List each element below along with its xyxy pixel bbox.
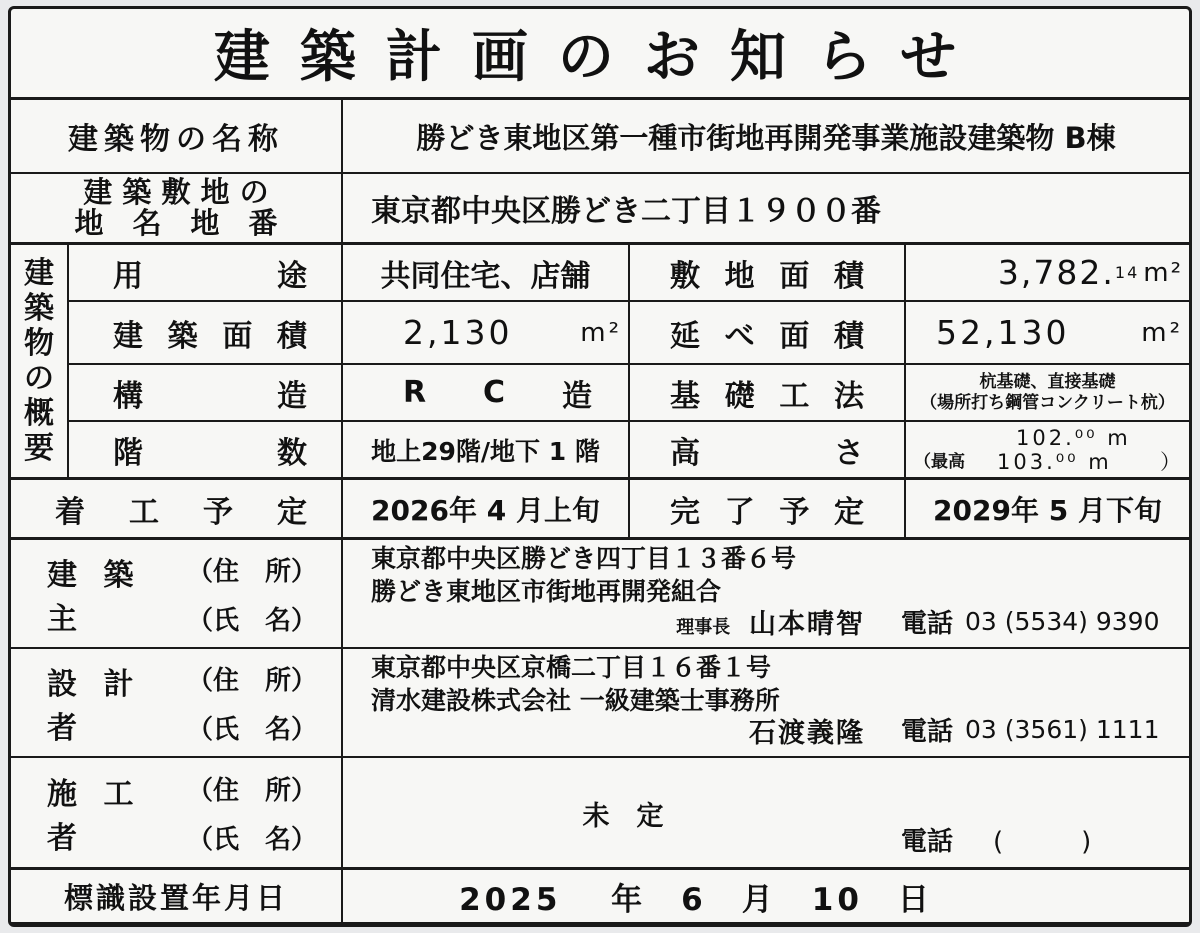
designer-label: 設 計 者 bbox=[47, 666, 142, 746]
designer-details bbox=[371, 651, 871, 756]
site-address-label-line1: 建 築 敷 地 の bbox=[83, 175, 269, 209]
foundation-label-char: 工 bbox=[779, 378, 810, 414]
finish-label-char: 定 bbox=[833, 494, 864, 530]
foundation-value bbox=[906, 365, 1189, 420]
owner-label: 建 築 主 bbox=[47, 557, 142, 637]
structure-label-char: 造 bbox=[277, 378, 307, 414]
floor-area-label-char: 積 bbox=[833, 318, 864, 354]
outline-char: 物 bbox=[24, 326, 54, 361]
designer-person: 石渡義隆 bbox=[749, 718, 865, 749]
outline-char: 建 bbox=[24, 256, 54, 291]
floor-area-label bbox=[630, 302, 904, 363]
building-area-unit: m² bbox=[580, 317, 622, 348]
owner-details bbox=[371, 542, 871, 647]
phone-label: 電話 bbox=[901, 716, 954, 747]
height-value-line2 bbox=[906, 450, 1189, 474]
foundation-label-char: 法 bbox=[833, 378, 864, 414]
structure-label-char: 構 bbox=[113, 378, 143, 414]
height-label-char: 高 bbox=[670, 435, 700, 471]
foundation-value-line2: （場所打ち鋼管コンクリート杭） bbox=[920, 392, 1175, 413]
completion-value: 2029年 5 月下旬 bbox=[933, 493, 1162, 527]
site-area-label-char: 地 bbox=[724, 258, 755, 294]
floor-area-value bbox=[906, 302, 1189, 363]
sign-date-value: 2025 年 6 月 10 日 bbox=[459, 881, 933, 918]
building-area-value bbox=[343, 302, 628, 363]
foundation-value-line1: 杭基礎、直接基礎 bbox=[979, 371, 1116, 392]
height-max-suffix: ） bbox=[1160, 450, 1181, 474]
use-label-char: 途 bbox=[277, 258, 307, 294]
owner-organization: 勝どき東地区市街地再開発組合 bbox=[371, 577, 722, 606]
use-value: 共同住宅、店舗 bbox=[380, 258, 591, 294]
notice-board bbox=[8, 6, 1192, 927]
building-name-label: 建築物の名称 bbox=[68, 122, 284, 157]
site-address-label bbox=[11, 174, 341, 242]
floors-value: 地上29階/地下 1 階 bbox=[371, 436, 600, 466]
site-area-value bbox=[906, 245, 1189, 300]
finish-label-char: 了 bbox=[724, 494, 755, 530]
site-area-label-char: 敷 bbox=[670, 258, 700, 294]
start-label-char: 予 bbox=[203, 494, 233, 530]
floors-label-char: 数 bbox=[277, 435, 307, 471]
building-name-value: 勝どき東地区第一種市街地再開発事業施設建築物 B棟 bbox=[416, 120, 1116, 155]
phone-label: 電話 bbox=[901, 608, 954, 639]
floor-area-label-char: 延 bbox=[670, 318, 700, 354]
outline-char: の bbox=[24, 361, 54, 396]
owner-person: 山本晴智 bbox=[749, 609, 865, 640]
site-area-label-char: 面 bbox=[779, 258, 810, 294]
site-address-value: 東京都中央区勝どき二丁目１９００番 bbox=[371, 194, 881, 229]
designer-field-labels bbox=[187, 649, 341, 756]
designer-address: 東京都中央区京橋二丁目１６番１号 bbox=[371, 653, 772, 682]
outline-char: 要 bbox=[24, 431, 54, 466]
height-label-char: さ bbox=[834, 435, 864, 471]
foundation-label-char: 礎 bbox=[724, 378, 755, 414]
address-label: （住 所） bbox=[187, 556, 318, 587]
owner-phone-number: 03 (5534) 9390 bbox=[965, 606, 1160, 636]
site-address-label-line2: 地 名 地 番 bbox=[74, 206, 278, 240]
owner-phone bbox=[901, 601, 1187, 641]
building-area-label-char: 面 bbox=[222, 318, 253, 354]
floor-area-label-char: 面 bbox=[779, 318, 810, 354]
floor-area-number: 52,130 bbox=[936, 313, 1070, 352]
start-label-char: 工 bbox=[129, 494, 159, 530]
structure-value-char: R bbox=[403, 375, 427, 410]
height-value bbox=[906, 422, 1189, 477]
foundation-label bbox=[630, 365, 904, 420]
building-outline-label bbox=[11, 245, 67, 477]
contractor-value: 未 定 bbox=[582, 800, 664, 832]
floor-area-unit: m² bbox=[1141, 317, 1183, 348]
construction-start-value: 2026年 4 月上旬 bbox=[371, 493, 600, 527]
phone-label: 電話 bbox=[901, 826, 954, 857]
name-label: （氏 名） bbox=[187, 714, 318, 745]
contractor-field-labels bbox=[187, 758, 341, 867]
name-label: （氏 名） bbox=[187, 605, 318, 636]
height-max-value: 103.⁰⁰ m bbox=[997, 450, 1112, 474]
owner-title: 理事長 bbox=[676, 617, 731, 638]
foundation-label-char: 基 bbox=[670, 378, 700, 414]
designer-organization: 清水建設株式会社 一級建築士事務所 bbox=[371, 686, 780, 715]
structure-label bbox=[69, 365, 341, 420]
structure-value-char: C bbox=[483, 375, 506, 410]
completion-label bbox=[630, 480, 904, 537]
owner-field-labels bbox=[187, 540, 341, 647]
sign-date-label: 標識設置年月日 bbox=[63, 880, 288, 915]
notice-title: 建築計画のお知らせ bbox=[213, 25, 987, 90]
structure-value bbox=[343, 365, 628, 420]
building-area-number: 2,130 bbox=[403, 313, 513, 352]
designer-phone-number: 03 (3561) 1111 bbox=[965, 714, 1160, 744]
start-label-char: 着 bbox=[55, 494, 85, 530]
designer-phone bbox=[901, 709, 1187, 749]
site-area-number: 3,782. bbox=[997, 253, 1115, 292]
contractor-phone bbox=[901, 819, 1187, 859]
building-area-label-char: 積 bbox=[276, 318, 307, 354]
floors-label bbox=[69, 422, 341, 477]
owner-address: 東京都中央区勝どき四丁目１３番６号 bbox=[371, 544, 797, 573]
contractor-label: 施 工 者 bbox=[47, 776, 142, 856]
address-label: （住 所） bbox=[187, 665, 318, 696]
building-area-label bbox=[69, 302, 341, 363]
finish-label-char: 予 bbox=[779, 494, 810, 530]
floor-area-label-char: べ bbox=[724, 318, 755, 354]
structure-value-char: 造 bbox=[561, 378, 592, 414]
contractor-phone-number: ( ) bbox=[993, 826, 1092, 857]
site-area-unit: m² bbox=[1143, 257, 1183, 288]
site-area-decimal: 14 bbox=[1114, 263, 1140, 282]
construction-start-label bbox=[11, 480, 341, 537]
floors-label-char: 階 bbox=[113, 435, 143, 471]
address-label: （住 所） bbox=[187, 775, 318, 806]
start-label-char: 定 bbox=[277, 494, 307, 530]
divider bbox=[11, 922, 1189, 924]
outline-char: 築 bbox=[24, 291, 54, 326]
building-area-label-char: 築 bbox=[167, 318, 198, 354]
height-value-line1: 102.⁰⁰ m bbox=[1016, 426, 1131, 450]
height-label bbox=[630, 422, 904, 477]
site-area-label-char: 積 bbox=[833, 258, 864, 294]
finish-label-char: 完 bbox=[670, 494, 700, 530]
height-max-prefix: （最高 bbox=[914, 452, 965, 472]
owner-representative bbox=[371, 608, 871, 644]
site-area-label bbox=[630, 245, 904, 300]
name-label: （氏 名） bbox=[187, 824, 318, 855]
use-label bbox=[69, 245, 341, 300]
building-area-label-char: 建 bbox=[113, 318, 143, 354]
use-label-char: 用 bbox=[113, 258, 143, 294]
outline-char: 概 bbox=[24, 396, 54, 431]
